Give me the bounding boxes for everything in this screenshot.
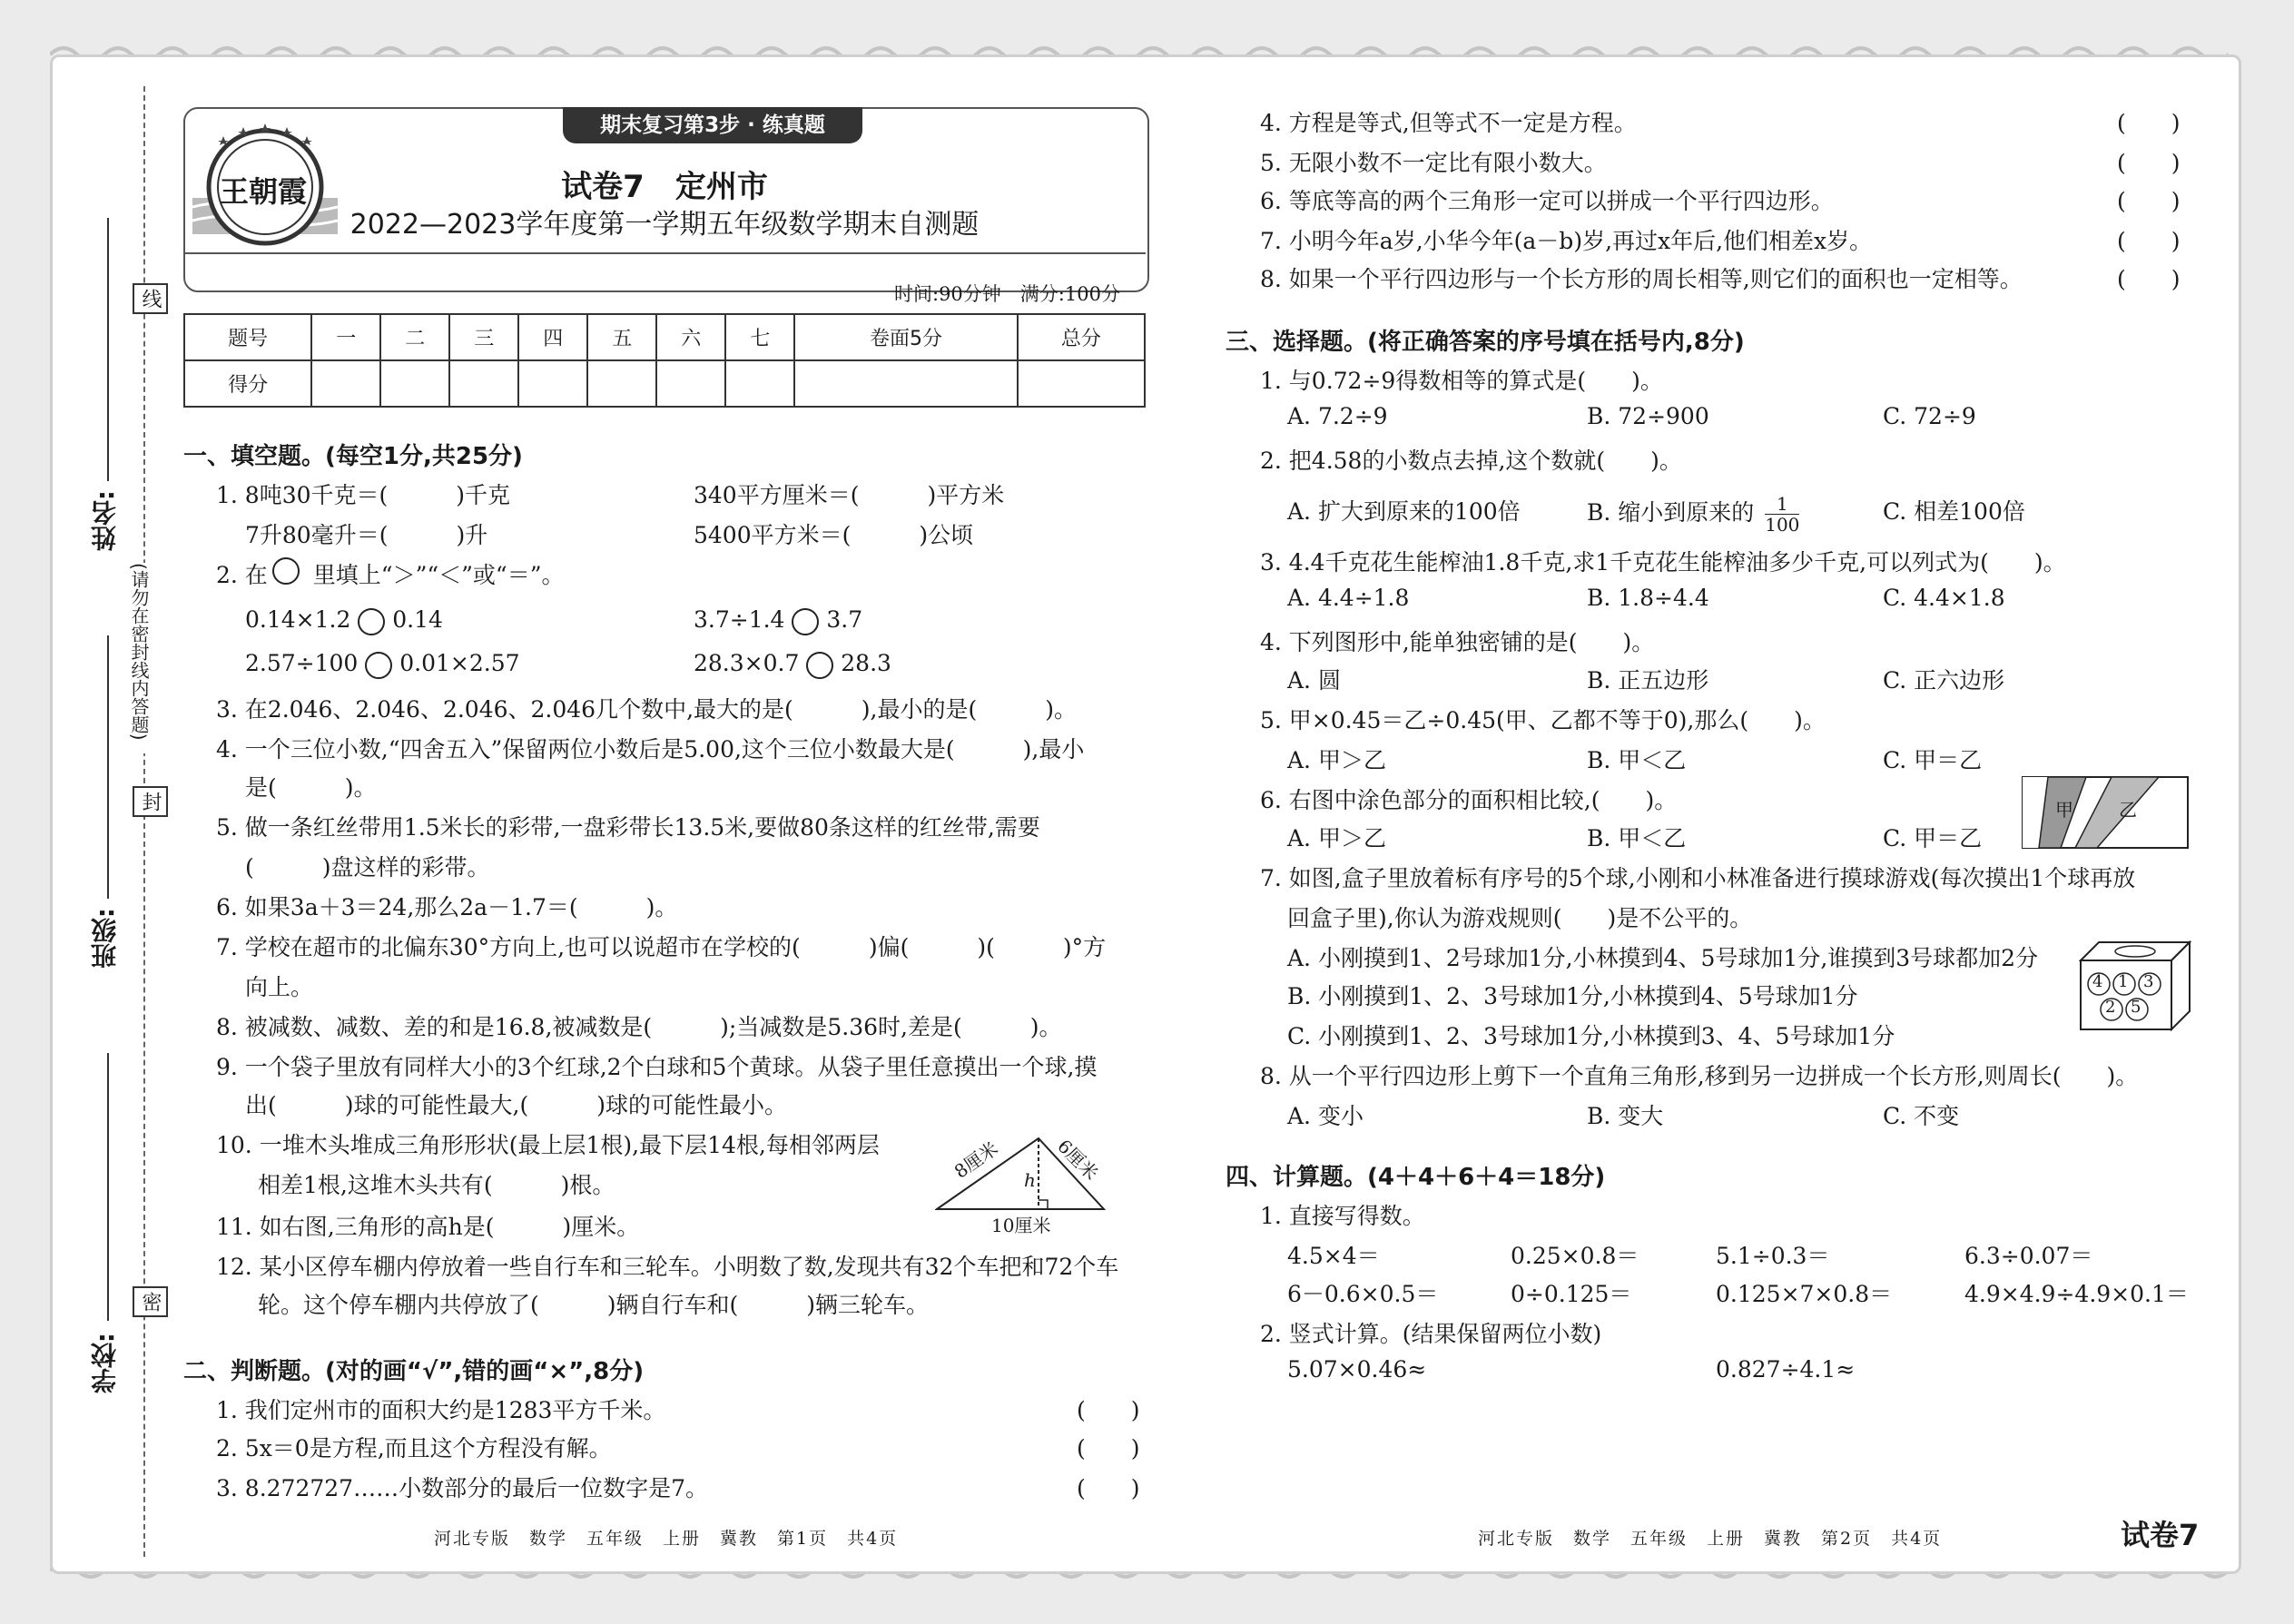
exam-number-tag: 试卷7	[2121, 1518, 2200, 1552]
score-cell[interactable]	[518, 360, 587, 407]
choice-1-c[interactable]: C. 72÷9	[1883, 403, 1976, 429]
judge-2: 2. 5x＝0是方程,而且这个方程没有解。	[216, 1435, 612, 1462]
choice-5: 5. 甲×0.45＝乙÷0.45(甲、乙都不等于0),那么( )。	[1260, 707, 1826, 733]
calc-item: 0.125×7×0.8＝	[1716, 1281, 1893, 1307]
q1a: 1. 8吨30千克＝( )千克	[216, 482, 511, 508]
q8: 8. 被减数、减数、差的和是16.8,被减数是( );当减数是5.36时,差是( )。	[216, 1014, 1062, 1040]
choice-2-c[interactable]: C. 相差100倍	[1883, 498, 2025, 525]
class-label: 班级:	[90, 908, 120, 969]
choice-3-b[interactable]: B. 1.8÷4.4	[1587, 585, 1709, 611]
choice-7-c[interactable]: C. 小刚摸到1、2、3号球加1分,小林摸到3、4、5号球加1分	[1287, 1023, 1895, 1049]
choice-7b: 回盒子里),你认为游戏规则( )是不公平的。	[1287, 905, 1753, 931]
class-field[interactable]	[107, 635, 109, 899]
seal-mark-feng: 封	[133, 786, 168, 817]
figure-label-yi: 乙	[2119, 799, 2137, 821]
choice-1-a[interactable]: A. 7.2÷9	[1287, 403, 1388, 429]
ball-1: 1	[2118, 972, 2129, 991]
score-cell[interactable]	[725, 360, 794, 407]
choice-8-a[interactable]: A. 变小	[1287, 1103, 1364, 1129]
answer-paren[interactable]: ( )	[2117, 228, 2181, 254]
choice-7-a[interactable]: A. 小刚摸到1、2号球加1分,小林摸到4、5号球加1分,谁摸到3号球都加2分	[1287, 945, 2039, 971]
q4a: 4. 一个三位小数,“四舍五入”保留两位小数后是5.00,这个三位小数最大是( ),最小	[216, 736, 1085, 763]
school-field[interactable]	[107, 1053, 109, 1321]
calc-item: 4.9×4.9÷4.9×0.1＝	[1964, 1281, 2189, 1307]
q10b: 相差1根,这堆木头共有( )根。	[258, 1172, 615, 1198]
name-field[interactable]	[107, 218, 109, 481]
score-head: 七	[725, 314, 794, 360]
choice-2-b[interactable]: B. 缩小到原来的 $\frac{1}{100}$	[1587, 493, 1800, 536]
compare-circle-icon[interactable]	[806, 652, 833, 679]
choice-1: 1. 与0.72÷9得数相等的算式是( )。	[1260, 368, 1663, 394]
calc-item: 6.3÷0.07＝	[1964, 1243, 2093, 1269]
score-cell[interactable]	[380, 360, 449, 407]
footer-left: 河北专版 数学 五年级 上册 冀教 第1页 共4页	[434, 1529, 899, 1549]
calc-item: 0.25×0.8＝	[1511, 1243, 1639, 1269]
calc-item: 4.5×4＝	[1287, 1243, 1380, 1269]
choice-2-a[interactable]: A. 扩大到原来的100倍	[1287, 498, 1521, 525]
calc-item: 5.1÷0.3＝	[1716, 1243, 1830, 1269]
score-cell[interactable]	[587, 360, 656, 407]
triangle-label-6: 6厘米	[1053, 1135, 1103, 1185]
q2d: 28.3×0.7 28.3	[694, 650, 891, 679]
triangle-label-10: 10厘米	[991, 1215, 1051, 1236]
exam-title: 试卷7 定州市	[561, 169, 768, 205]
seal-note: (请勿在密封线内答题)	[129, 563, 149, 753]
ball-4: 4	[2092, 972, 2103, 991]
answer-paren[interactable]: ( )	[2117, 266, 2181, 292]
answer-paren[interactable]: ( )	[1077, 1475, 1140, 1501]
judge-7: 7. 小明今年a岁,小华今年(a－b)岁,再过x年后,他们相差x岁。	[1260, 228, 1873, 254]
choice-3: 3. 4.4千克花生能榨油1.8千克,求1千克花生能榨油多少千克,可以列式为( )。	[1260, 549, 2066, 576]
score-cell[interactable]	[1018, 360, 1145, 407]
q2: 2. 在 里填上“＞”“＜”或“＝”。	[216, 562, 565, 588]
calc-item: 0÷0.125＝	[1511, 1281, 1632, 1307]
shaded-area-figure	[2021, 775, 2190, 850]
q7b: 向上。	[245, 974, 314, 1000]
ball-3: 3	[2143, 972, 2154, 991]
q10a: 10. 一堆木头堆成三角形形状(最上层1根),最下层14根,每相邻两层	[216, 1132, 880, 1158]
section-3-title: 三、选择题。(将正确答案的序号填在括号内,8分)	[1226, 329, 1745, 356]
score-cell[interactable]	[311, 360, 380, 407]
choice-5-c[interactable]: C. 甲＝乙	[1883, 747, 1983, 773]
q1b: 340平方厘米＝( )平方米	[694, 482, 1005, 508]
choice-3-a[interactable]: A. 4.4÷1.8	[1287, 585, 1410, 611]
ball-5: 5	[2131, 998, 2141, 1017]
score-head: 一	[311, 314, 380, 360]
score-row-label: 得分	[184, 360, 311, 407]
section-4-title: 四、计算题。(4＋4＋6＋4＝18分)	[1226, 1164, 1606, 1191]
choice-3-c[interactable]: C. 4.4×1.8	[1883, 585, 2005, 611]
name-label: 姓名:	[90, 490, 120, 552]
choice-4: 4. 下列图形中,能单独密铺的是( )。	[1260, 629, 1655, 655]
choice-7a: 7. 如图,盒子里放着标有序号的5个球,小刚和小林准备进行摸球游戏(每次摸出1个球再放	[1260, 865, 2136, 891]
q5a: 5. 做一条红丝带用1.5米长的彩带,一盘彩带长13.5米,要做80条这样的红丝带,需要	[216, 814, 1040, 841]
score-cell[interactable]	[449, 360, 518, 407]
score-head: 三	[449, 314, 518, 360]
judge-8: 8. 如果一个平行四边形与一个长方形的周长相等,则它们的面积也一定相等。	[1260, 266, 2023, 292]
q2a: 0.14×1.2 0.14	[245, 606, 443, 635]
calc-item: 6－0.6×0.5＝	[1287, 1281, 1439, 1307]
q7a: 7. 学校在超市的北偏东30°方向上,也可以说超市在学校的( )偏( )( )°方	[216, 934, 1107, 960]
score-head: 五	[587, 314, 656, 360]
answer-paren[interactable]: ( )	[1077, 1397, 1140, 1423]
choice-8-b[interactable]: B. 变大	[1587, 1103, 1664, 1129]
calc-vertical-1: 5.07×0.46≈	[1287, 1356, 1427, 1383]
q4b: 是( )。	[245, 774, 377, 801]
q2c: 2.57÷100 0.01×2.57	[245, 650, 520, 679]
q12b: 轮。这个停车棚内共停放了( )辆自行车和( )辆三轮车。	[258, 1292, 930, 1318]
answer-paren[interactable]: ( )	[2117, 150, 2181, 176]
triangle-label-h: h	[1024, 1169, 1036, 1191]
choice-5-a[interactable]: A. 甲＞乙	[1287, 747, 1386, 773]
q1d: 5400平方米＝( )公顷	[694, 522, 974, 548]
compare-circle-icon[interactable]	[365, 652, 392, 679]
choice-4-c[interactable]: C. 正六边形	[1883, 667, 2005, 694]
compare-circle-icon[interactable]	[358, 608, 385, 635]
q11: 11. 如右图,三角形的高h是( )厘米。	[216, 1214, 640, 1240]
calc-vertical-2: 0.827÷4.1≈	[1716, 1356, 1856, 1383]
score-head: 题号	[184, 314, 311, 360]
judge-3: 3. 8.272727……小数部分的最后一位数字是7。	[216, 1475, 708, 1501]
q9a: 9. 一个袋子里放有同样大小的3个红球,2个白球和5个黄球。从袋子里任意摸出一个球,摸	[216, 1054, 1098, 1080]
footer-right: 河北专版 数学 五年级 上册 冀教 第2页 共4页	[1478, 1529, 1943, 1549]
score-head: 二	[380, 314, 449, 360]
section-2-title: 二、判断题。(对的画“√”,错的画“×”,8分)	[183, 1358, 645, 1385]
header-banner: 期末复习第3步 · 练真题	[563, 107, 862, 143]
compare-circle-icon[interactable]	[792, 608, 819, 635]
time-info: 时间:90分钟 满分:100分	[894, 283, 1120, 305]
q5b: ( )盘这样的彩带。	[245, 854, 490, 881]
choice-8: 8. 从一个平行四边形上剪下一个直角三角形,移到另一边拼成一个长方形,则周长( )。	[1260, 1063, 2139, 1089]
choice-8-c[interactable]: C. 不变	[1883, 1103, 1960, 1129]
judge-5: 5. 无限小数不一定比有限小数大。	[1260, 150, 1607, 176]
choice-7-b[interactable]: B. 小刚摸到1、2、3号球加1分,小林摸到4、5号球加1分	[1287, 983, 1858, 1009]
judge-6: 6. 等底等高的两个三角形一定可以拼成一个平行四边形。	[1260, 188, 1834, 214]
score-table	[183, 313, 1146, 408]
triangle-label-8: 8厘米	[950, 1137, 1002, 1183]
section-1-title: 一、填空题。(每空1分,共25分)	[183, 443, 523, 470]
calc-1: 1. 直接写得数。	[1260, 1203, 1425, 1229]
choice-6: 6. 右图中涂色部分的面积相比较,( )。	[1260, 787, 1678, 813]
choice-6-c[interactable]: C. 甲＝乙	[1883, 825, 1983, 851]
judge-1: 1. 我们定州市的面积大约是1283平方千米。	[216, 1397, 666, 1423]
figure-label-jia: 甲	[2055, 799, 2073, 821]
seal-mark-mi: 密	[133, 1286, 168, 1317]
exam-subtitle: 2022—2023学年度第一学期五年级数学期末自测题	[350, 209, 980, 241]
answer-paren[interactable]: ( )	[2117, 188, 2181, 214]
judge-4: 4. 方程是等式,但等式不一定是方程。	[1260, 110, 1637, 136]
seal-mark-xian: 线	[133, 283, 168, 314]
choice-4-a[interactable]: A. 圆	[1287, 667, 1341, 694]
q3: 3. 在2.046、2.046、2.046、2.046几个数中,最大的是( ),最小的是( )。	[216, 696, 1077, 723]
score-head: 四	[518, 314, 587, 360]
q1c: 7升80毫升＝( )升	[245, 522, 488, 548]
answer-paren[interactable]: ( )	[2117, 110, 2181, 136]
answer-paren[interactable]: ( )	[1077, 1435, 1140, 1462]
q9b: 出( )球的可能性最大,( )球的可能性最小。	[245, 1092, 787, 1118]
school-label: 学校:	[90, 1333, 120, 1394]
score-head: 卷面5分	[794, 314, 1017, 360]
score-head: 六	[656, 314, 725, 360]
calc-2: 2. 竖式计算。(结果保留两位小数)	[1260, 1321, 1602, 1347]
choice-2: 2. 把4.58的小数点去掉,这个数就( )。	[1260, 448, 1682, 474]
blank-circle-icon	[272, 557, 300, 585]
q12a: 12. 某小区停车棚内停放着一些自行车和三轮车。小明数了数,发现共有32个车把和72个车	[216, 1254, 1119, 1280]
score-head: 总分	[1018, 314, 1145, 360]
choice-6-b[interactable]: B. 甲＜乙	[1587, 825, 1687, 851]
q6: 6. 如果3a＋3＝24,那么2a－1.7＝( )。	[216, 894, 678, 920]
q2b: 3.7÷1.4 3.7	[694, 606, 862, 635]
logo-text: 王朝霞	[220, 174, 308, 209]
score-cell[interactable]	[794, 360, 1017, 407]
score-cell[interactable]	[656, 360, 725, 407]
choice-5-b[interactable]: B. 甲＜乙	[1587, 747, 1687, 773]
ball-2: 2	[2105, 998, 2116, 1017]
header-rule	[183, 252, 1146, 254]
choice-6-a[interactable]: A. 甲＞乙	[1287, 825, 1386, 851]
choice-4-b[interactable]: B. 正五边形	[1587, 667, 1709, 694]
choice-1-b[interactable]: B. 72÷900	[1587, 403, 1709, 429]
